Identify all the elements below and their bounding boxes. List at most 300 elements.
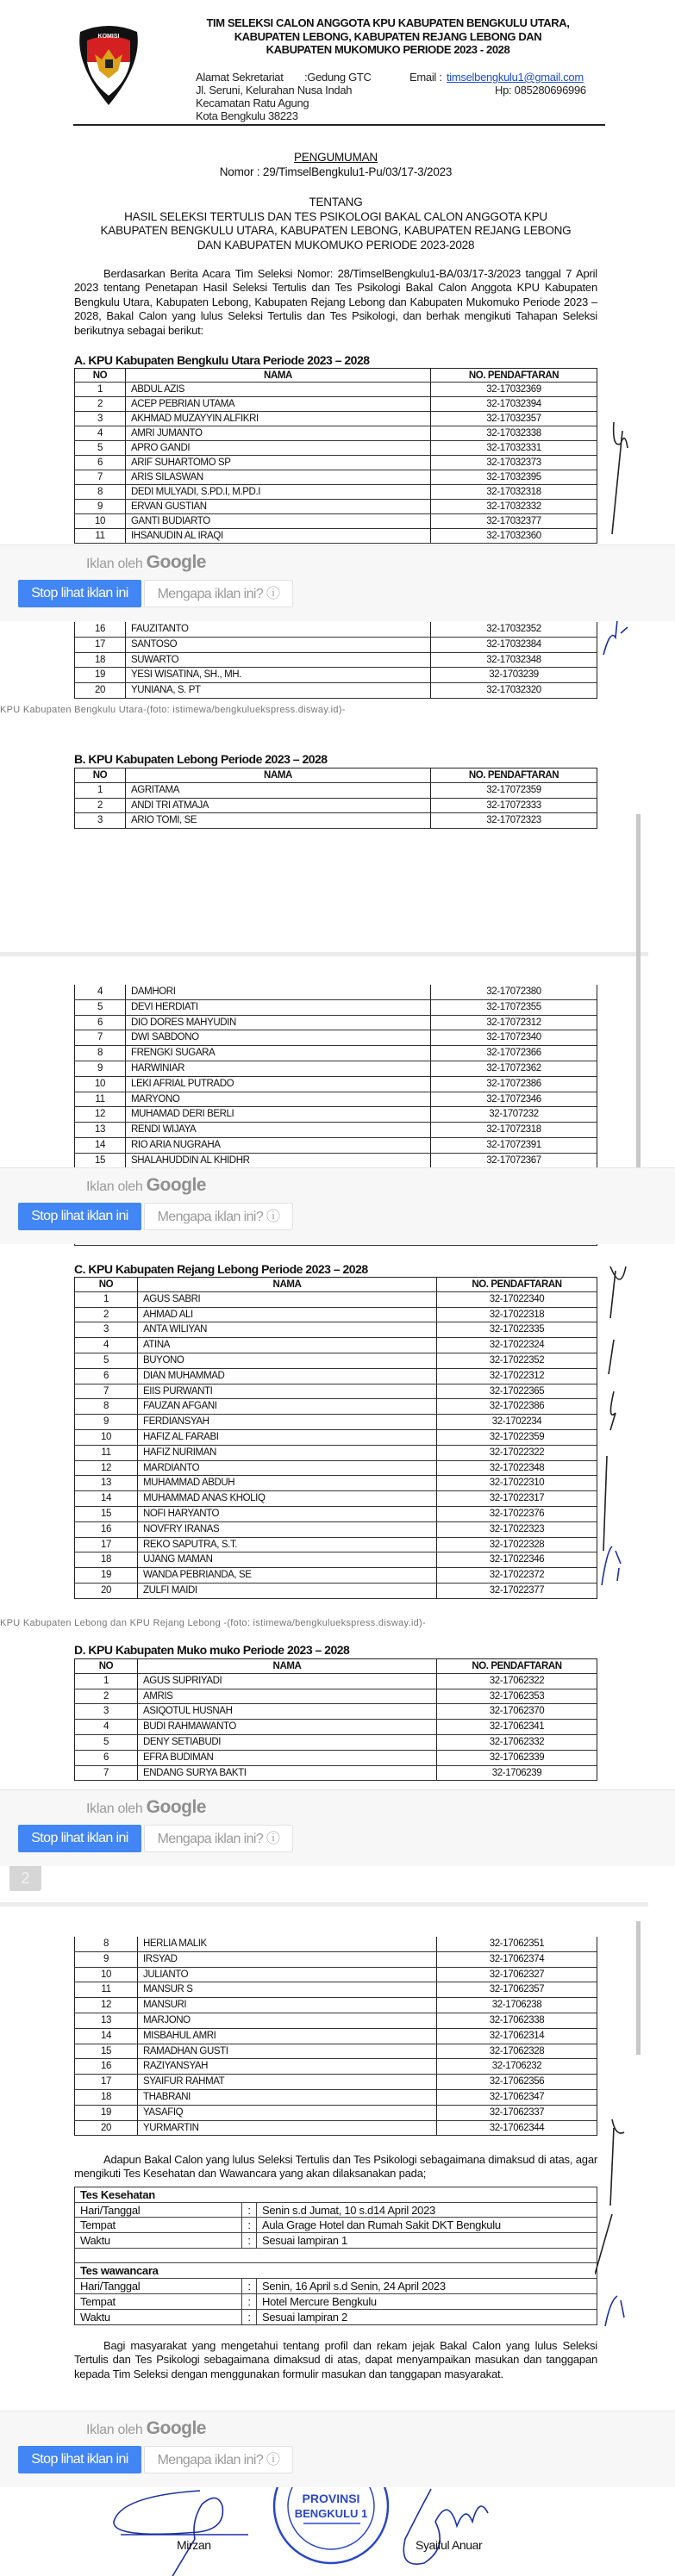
row-number: 15 — [75, 2044, 138, 2059]
table-row — [74, 1415, 597, 1430]
row-number: 10 — [75, 514, 126, 528]
registration-number: 32-17072340 — [486, 1032, 541, 1043]
column-header: NO — [75, 369, 126, 382]
table-row — [74, 1123, 597, 1138]
registration-number: 32-17022323 — [489, 1523, 545, 1534]
registration-number: 32-17022359 — [489, 1431, 545, 1442]
row-number: 5 — [75, 1735, 138, 1750]
column-header: NAMA — [126, 369, 431, 382]
row-number: 6 — [75, 1751, 138, 1765]
table-row — [74, 1584, 597, 1599]
candidate-name: ASIQOTUL HUSNAH — [138, 1704, 437, 1719]
row-number: 1 — [75, 383, 126, 396]
row-number: 10 — [75, 1430, 138, 1445]
row-number: 20 — [75, 2121, 138, 2136]
row-number: 3 — [75, 1322, 138, 1337]
row-number: 11 — [75, 1446, 138, 1460]
registration-number: 32-17072312 — [486, 1017, 541, 1028]
table-row — [74, 2059, 597, 2075]
letterhead-title-line-2: KABUPATEN LEBONG, KABUPATEN REJANG LEBONG DAN — [234, 30, 542, 43]
registration-number: 32-17032331 — [486, 443, 541, 453]
column-header: NO. PENDAFTARAN — [472, 1661, 562, 1671]
candidate-name: AGRITAMA — [126, 783, 431, 798]
candidate-name: BUDI RAHMAWANTO — [138, 1720, 437, 1734]
column-header: NO — [75, 1278, 138, 1291]
column-header: NO. PENDAFTARAN — [468, 770, 559, 781]
registration-number: 32-17032384 — [486, 638, 541, 650]
address-line-2: Kecamatan Ratu Agung — [196, 96, 309, 109]
row-number: 10 — [75, 1968, 138, 1982]
why-this-ad-button[interactable]: Mengapa iklan ini? ⓘ — [144, 580, 293, 607]
registration-number: 32-17032318 — [486, 487, 541, 497]
table-row — [74, 1077, 597, 1092]
table-header-row — [74, 1658, 597, 1674]
table-row — [74, 1522, 597, 1538]
table-row — [74, 383, 597, 397]
candidate-name: ANTA WILIYAN — [138, 1322, 437, 1337]
schedule-value: Senin, 16 April s.d Senin, 24 April 2023 — [262, 2280, 446, 2293]
address-label: Alamat Sekretariat — [196, 71, 284, 84]
row-number: 6 — [75, 1369, 138, 1384]
candidate-name: YASAFIQ — [138, 2106, 437, 2120]
registration-number: 32-17032373 — [486, 457, 541, 468]
table-row — [74, 529, 597, 544]
table-row — [74, 1430, 597, 1446]
table-row — [74, 2106, 597, 2121]
candidate-name: WANDA PEBRIANDA, SE — [138, 1568, 437, 1583]
table-row — [74, 683, 597, 699]
table-d-part-1 — [74, 1658, 597, 1781]
row-number: 15 — [75, 1507, 138, 1521]
table-a-part-1 — [74, 368, 597, 544]
announcement-subject-2: KABUPATEN BENGKULU UTARA, KABUPATEN LEBONG, KABUPATEN REJANG LEBONG — [100, 224, 572, 237]
row-number: 11 — [75, 1982, 138, 1997]
row-number: 7 — [75, 1030, 126, 1045]
table-row — [74, 1507, 597, 1522]
row-number: 11 — [75, 529, 126, 543]
candidate-name: SANTOSO — [126, 638, 431, 652]
registration-number: 32-17022348 — [489, 1462, 545, 1473]
schedule-row — [75, 2279, 597, 2294]
row-number: 13 — [75, 1123, 126, 1137]
section-a-heading: A. KPU Kabupaten Bengkulu Utara Periode 2023 – 2028 — [74, 353, 370, 367]
signature-mirzan — [114, 2491, 248, 2576]
candidate-name: ARIF SUHARTOMO SP — [126, 456, 431, 470]
signature-syaiful — [403, 2489, 488, 2564]
candidate-name: YURMARTIN — [138, 2121, 437, 2136]
schedule-value: Sesuai lampiran 1 — [262, 2234, 347, 2248]
schedule-key: Tempat — [75, 2218, 242, 2232]
candidate-name: MUHAMMAD ANAS KHOLIQ — [138, 1491, 437, 1506]
table-row — [74, 1937, 597, 1952]
public-input-paragraph: Bagi masyarakat yang mengetahui tentang profil dan rekam jejak Bakal Calon yang lulus Seleksi Tertulis dan Tes Psikologi sebagaimana dimaksud di atas, dapat menyampaikan masukan dan tanggapan kepada Tim Seleksi dengan menggunakan formulir masukan dan tanggapan masyarakat. — [74, 2339, 597, 2380]
row-number: 13 — [75, 1476, 138, 1490]
candidate-name: HARWINIAR — [126, 1061, 431, 1076]
row-number: 15 — [75, 1154, 126, 1168]
registration-number: 32-17032394 — [486, 399, 541, 409]
registration-number: 32-17072367 — [486, 1154, 541, 1166]
row-number: 6 — [75, 1016, 126, 1030]
row-number: 18 — [75, 653, 126, 668]
address-line-3: Kota Bengkulu 38223 — [196, 109, 298, 122]
column-header: NAMA — [126, 768, 431, 782]
svg-text:BENGKULU 1: BENGKULU 1 — [294, 2507, 368, 2520]
row-number: 8 — [75, 485, 126, 499]
table-row — [74, 1476, 597, 1491]
registration-number: 32-17022346 — [489, 1554, 545, 1565]
registration-number: 32-1702234 — [491, 1416, 542, 1428]
row-number: 18 — [75, 2090, 138, 2105]
table-row — [74, 1720, 597, 1735]
why-this-ad-button[interactable]: Mengapa iklan ini? ⓘ — [144, 1825, 293, 1852]
section-c-heading: C. KPU Kabupaten Rejang Lebong Periode 2023 – 2028 — [74, 1262, 368, 1276]
row-number: 9 — [75, 500, 126, 513]
row-number: 4 — [75, 426, 126, 440]
signatory-left-name: Mirzan — [177, 2538, 211, 2552]
column-header: NO. PENDAFTARAN — [472, 1279, 562, 1290]
row-number: 8 — [75, 1937, 138, 1951]
candidate-name: NOVFRY IRANAS — [138, 1522, 437, 1537]
row-number: 18 — [75, 1552, 138, 1567]
candidate-name: NOFI HARYANTO — [138, 1507, 437, 1521]
row-number: 2 — [75, 1689, 138, 1704]
candidate-name: SUWARTO — [126, 653, 431, 668]
table-row — [74, 470, 597, 485]
table-row — [74, 1568, 597, 1584]
row-number: 16 — [75, 2059, 138, 2074]
column-header: NO — [75, 768, 126, 782]
registration-number: 32-17062327 — [489, 1969, 545, 1980]
schedule-key: Hari/Tanggal — [75, 2279, 242, 2293]
row-number: 19 — [75, 2106, 138, 2120]
candidate-name: DIO DORES MAHYUDIN — [126, 1016, 431, 1030]
row-number: 20 — [75, 683, 126, 698]
candidate-name: FRENGKI SUGARA — [126, 1046, 431, 1061]
table-row — [74, 441, 597, 456]
row-number: 19 — [75, 1568, 138, 1583]
table-c — [74, 1277, 597, 1599]
table-d-part-2 — [74, 1937, 597, 2136]
registration-number: 32-17062347 — [489, 2091, 545, 2102]
registration-number: 32-1703239 — [489, 669, 539, 681]
why-this-ad-button[interactable]: Mengapa iklan ini? ⓘ — [144, 2446, 293, 2473]
table-header-row — [74, 1277, 597, 1292]
table-row — [74, 456, 597, 470]
registration-number: 32-17022312 — [489, 1370, 545, 1381]
column-header: NO. PENDAFTARAN — [468, 370, 559, 381]
table-row — [74, 1704, 597, 1720]
stop-ad-button[interactable]: Stop lihat iklan ini — [18, 1203, 141, 1230]
candidate-name: HAFIZ NURIMAN — [138, 1446, 437, 1460]
candidate-name: HERLIA MALIK — [138, 1937, 437, 1951]
stop-ad-button[interactable]: Stop lihat iklan ini — [18, 2446, 141, 2473]
registration-number: 32-17022322 — [489, 1447, 545, 1458]
margin-initials — [595, 0, 647, 2576]
table-row — [74, 1384, 597, 1400]
colon: : — [242, 2310, 257, 2325]
row-number: 16 — [75, 1522, 138, 1537]
registration-number: 32-17022318 — [489, 1309, 545, 1320]
registration-number: 32-17062339 — [489, 1752, 545, 1763]
table-row — [74, 985, 597, 1000]
table-row — [74, 1689, 597, 1705]
candidate-name: ARIO TOMI, SE — [126, 813, 431, 828]
registration-number: 32-17062332 — [489, 1736, 545, 1747]
table-row — [74, 1968, 597, 1983]
candidate-name: ANDI TRI ATMAJA — [126, 799, 431, 813]
table-header-row — [74, 368, 597, 383]
colon: : — [242, 2203, 257, 2218]
schedule-value: Senin s.d Jumat, 10 s.d14 April 2023 — [262, 2203, 435, 2217]
row-number: 7 — [75, 470, 126, 484]
signature-area — [0, 2487, 675, 2576]
candidate-name: UJANG MAMAN — [138, 1552, 437, 1567]
registration-number: 32-17072323 — [486, 815, 541, 826]
registration-number: 32-17062344 — [489, 2122, 545, 2133]
row-number: 8 — [75, 1399, 138, 1414]
registration-number: 32-17072386 — [486, 1078, 541, 1089]
candidate-name: IHSANUDIN AL IRAQI — [126, 529, 431, 543]
registration-number: 32-17032320 — [486, 685, 541, 696]
table-row — [74, 1046, 597, 1061]
table-row — [74, 1735, 597, 1751]
table-row — [74, 1138, 597, 1154]
candidate-name: DEVI HERDIATI — [126, 1000, 431, 1015]
registration-number: 32-1706239 — [491, 1767, 542, 1778]
candidate-name: MARDIANTO — [138, 1461, 437, 1476]
candidate-name: LEKI AFRIAL PUTRADO — [126, 1077, 431, 1092]
candidate-name: DIAN MUHAMMAD — [138, 1369, 437, 1384]
candidate-name: DAMHORI — [126, 985, 431, 999]
schedule-key: Waktu — [75, 2233, 242, 2248]
candidate-name: DEDI MULYADI, S.PD.I, M.PD.I — [126, 485, 431, 499]
row-number: 6 — [75, 456, 126, 470]
table-row — [74, 2090, 597, 2106]
registration-number: 32-17032332 — [486, 501, 541, 512]
row-number: 5 — [75, 441, 126, 455]
table-row — [74, 485, 597, 500]
table-row — [74, 668, 597, 683]
row-number: 7 — [75, 1766, 138, 1781]
candidate-name: MARYONO — [126, 1092, 431, 1107]
candidate-name: MANSUR S — [138, 1982, 437, 1997]
candidate-name: JULIANTO — [138, 1968, 437, 1982]
schedule-row — [75, 2203, 597, 2218]
candidate-name: RIO ARIA NUGRAHA — [126, 1138, 431, 1153]
table-row — [74, 783, 597, 799]
letterhead-title-line-3: KABUPATEN MUKOMUKO PERIODE 2023 - 2028 — [266, 43, 510, 56]
svg-text:PROVINSI: PROVINSI — [302, 2492, 360, 2505]
registration-number: 32-17032395 — [486, 472, 541, 482]
registration-number: 32-17022365 — [489, 1385, 545, 1397]
ad-label: Iklan oleh Google — [86, 1175, 206, 1195]
candidate-name: BUYONO — [138, 1353, 437, 1368]
table-row — [74, 1766, 597, 1782]
table-row — [74, 622, 597, 638]
table-b-part-1 — [74, 768, 597, 829]
candidate-name: RENDI WIJAYA — [126, 1123, 431, 1137]
letterhead-title-line-1: TIM SELEKSI CALON ANGGOTA KPU KABUPATEN BENGKULU UTARA, — [206, 16, 570, 29]
row-number: 9 — [75, 1952, 138, 1967]
registration-number: 32-17072359 — [486, 784, 541, 795]
registration-number: 32-17022335 — [489, 1324, 545, 1335]
table-row — [74, 1982, 597, 1998]
row-number: 1 — [75, 1674, 138, 1689]
stop-ad-button[interactable]: Stop lihat iklan ini — [18, 580, 141, 607]
schedule-heading: Tes Kesehatan — [80, 2188, 155, 2201]
candidate-name: DWI SABDONO — [126, 1030, 431, 1045]
stop-ad-button[interactable]: Stop lihat iklan ini — [18, 1825, 141, 1852]
registration-number: 32-17072366 — [486, 1048, 541, 1059]
registration-number: 32-17072391 — [486, 1139, 541, 1150]
official-stamp — [274, 2487, 388, 2563]
candidate-name: ZULFI MAIDI — [138, 1584, 437, 1598]
table-row — [74, 799, 597, 814]
table-row — [74, 1952, 597, 1968]
registration-number: 32-17062356 — [489, 2076, 545, 2088]
candidate-name: APRO GANDI — [126, 441, 431, 455]
table-row — [74, 1000, 597, 1016]
row-number: 10 — [75, 1077, 126, 1092]
google-logo: Google — [146, 2418, 206, 2438]
table-row — [74, 1446, 597, 1461]
registration-number: 32-17062351 — [489, 1938, 545, 1949]
page-number-button[interactable]: 2 — [9, 1866, 41, 1891]
table-row — [74, 2075, 597, 2090]
table-row — [74, 2121, 597, 2137]
announcement-about: TENTANG — [309, 196, 363, 208]
page-separator — [0, 952, 648, 956]
registration-number: 32-17022310 — [489, 1478, 545, 1489]
ad-bar — [0, 544, 675, 621]
registration-number: 32-17062328 — [489, 2045, 545, 2056]
why-this-ad-button[interactable]: Mengapa iklan ini? ⓘ — [144, 1203, 293, 1230]
candidate-name: MARJONO — [138, 2013, 437, 2028]
registration-number: 32-17062338 — [489, 2014, 545, 2025]
registration-number: 32-17062357 — [489, 1984, 545, 1995]
registration-number: 32-17032357 — [486, 414, 541, 424]
row-number: 17 — [75, 1538, 138, 1552]
email-link[interactable]: timselbengkulu1@gmail.com — [447, 71, 584, 84]
table-a-part-2 — [74, 622, 597, 699]
table-row — [74, 1092, 597, 1108]
registration-number: 32-17032377 — [486, 516, 541, 526]
candidate-name: AKHMAD MUZAYYIN ALFIKRI — [126, 412, 431, 426]
candidate-name: ERVAN GUSTIAN — [126, 500, 431, 513]
table-row — [74, 514, 597, 529]
table-row — [74, 2013, 597, 2029]
row-number: 4 — [75, 1338, 138, 1353]
registration-number: 32-17022386 — [489, 1401, 545, 1412]
image-caption-1: KPU Kabupaten Bengkulu Utara-(foto: istimewa/bengkuluekspress.disway.id)- — [0, 705, 346, 715]
registration-number: 32-17032369 — [486, 384, 541, 395]
svg-text:KOMISI: KOMISI — [97, 34, 120, 40]
row-number: 16 — [75, 622, 126, 637]
registration-number: 32-1706232 — [491, 2061, 542, 2072]
colon: : — [242, 2233, 257, 2248]
candidate-name: RAMADHAN GUSTI — [138, 2044, 437, 2059]
row-number: 14 — [75, 1138, 126, 1153]
table-row — [74, 1292, 597, 1308]
table-row — [74, 1322, 597, 1338]
schedule-row — [75, 2310, 597, 2325]
table-row — [74, 1016, 597, 1031]
candidate-name: FAUZITANTO — [126, 622, 431, 637]
candidate-name: SHALAHUDDIN AL KHIDHR — [126, 1154, 431, 1168]
candidate-name: AGUS SUPRIYADI — [138, 1674, 437, 1689]
table-row — [74, 813, 597, 829]
candidate-name: SYAIFUR RAHMAT — [138, 2075, 437, 2089]
candidate-name: YUNIANA, S. PT — [126, 683, 431, 698]
table-row — [74, 1998, 597, 2013]
candidate-name: DENY SETIABUDI — [138, 1735, 437, 1750]
candidate-name: EIIS PURWANTI — [138, 1384, 437, 1399]
candidate-name: ABDUL AZIS — [126, 383, 431, 396]
registration-number: 32-17072380 — [486, 986, 541, 997]
table-row — [74, 1369, 597, 1384]
schedule-table — [74, 2187, 597, 2325]
address-value: :Gedung GTC — [304, 71, 372, 84]
registration-number: 32-17062353 — [489, 1690, 545, 1702]
candidate-name: ATINA — [138, 1338, 437, 1353]
table-row — [74, 638, 597, 653]
table-row — [74, 412, 597, 426]
row-number: 5 — [75, 1353, 138, 1368]
registration-number: 32-17062341 — [489, 1721, 545, 1733]
table-row — [74, 1552, 597, 1568]
registration-number: 32-17072355 — [486, 1001, 541, 1012]
registration-number: 32-17072362 — [486, 1062, 541, 1073]
colon: : — [242, 2279, 257, 2293]
table-row — [74, 653, 597, 669]
registration-number: 32-17022328 — [489, 1539, 545, 1550]
registration-number: 32-17062374 — [489, 1953, 545, 1964]
google-logo: Google — [146, 552, 206, 572]
table-row — [74, 500, 597, 514]
candidate-name: GANTI BUDIARTO — [126, 514, 431, 528]
announcement-number: Nomor : 29/TimselBengkulu1-Pu/03/17-3/2023 — [219, 165, 453, 178]
registration-number: 32-17072333 — [486, 800, 541, 811]
schedule-spacer — [75, 2249, 597, 2264]
column-header: NAMA — [138, 1278, 437, 1291]
candidate-name: FAUZAN AFGANI — [138, 1399, 437, 1414]
row-number: 5 — [75, 1000, 126, 1015]
candidate-name: ACEP PEBRIAN UTAMA — [126, 397, 431, 411]
address-line-1: Jl. Seruni, Kelurahan Nusa Indah — [196, 84, 353, 96]
table-row — [74, 1399, 597, 1415]
announcement-subject-3: DAN KABUPATEN MUKOMUKO PERIODE 2023-2028 — [197, 239, 475, 252]
row-number: 12 — [75, 1107, 126, 1122]
letterhead-divider — [73, 124, 605, 126]
ad-label: Iklan oleh Google — [86, 552, 206, 572]
candidate-name: IRSYAD — [138, 1952, 437, 1967]
table-row — [74, 1061, 597, 1077]
schedule-row — [75, 2294, 597, 2310]
row-number: 9 — [75, 1061, 126, 1076]
registration-number: 32-17022317 — [489, 1493, 545, 1504]
row-number: 17 — [75, 2075, 138, 2089]
schedule-intro: Adapun Bakal Calon yang lulus Seleksi Tertulis dan Tes Psikologi sebagaimana dimaksud di atas, agar mengikuti Tes Kesehatan dan Wawancara yang akan dilaksanakan pada; — [74, 2153, 597, 2181]
row-number: 14 — [75, 1491, 138, 1506]
row-number: 8 — [75, 1046, 126, 1061]
candidate-name: FERDIANSYAH — [138, 1415, 437, 1429]
candidate-name: THABRANI — [138, 2090, 437, 2105]
table-row — [74, 1461, 597, 1477]
google-logo: Google — [146, 1797, 206, 1817]
schedule-value: Aula Grage Hotel dan Rumah Sakit DKT Bengkulu — [262, 2218, 501, 2232]
table-row — [74, 426, 597, 441]
ad-bar — [0, 2411, 675, 2487]
